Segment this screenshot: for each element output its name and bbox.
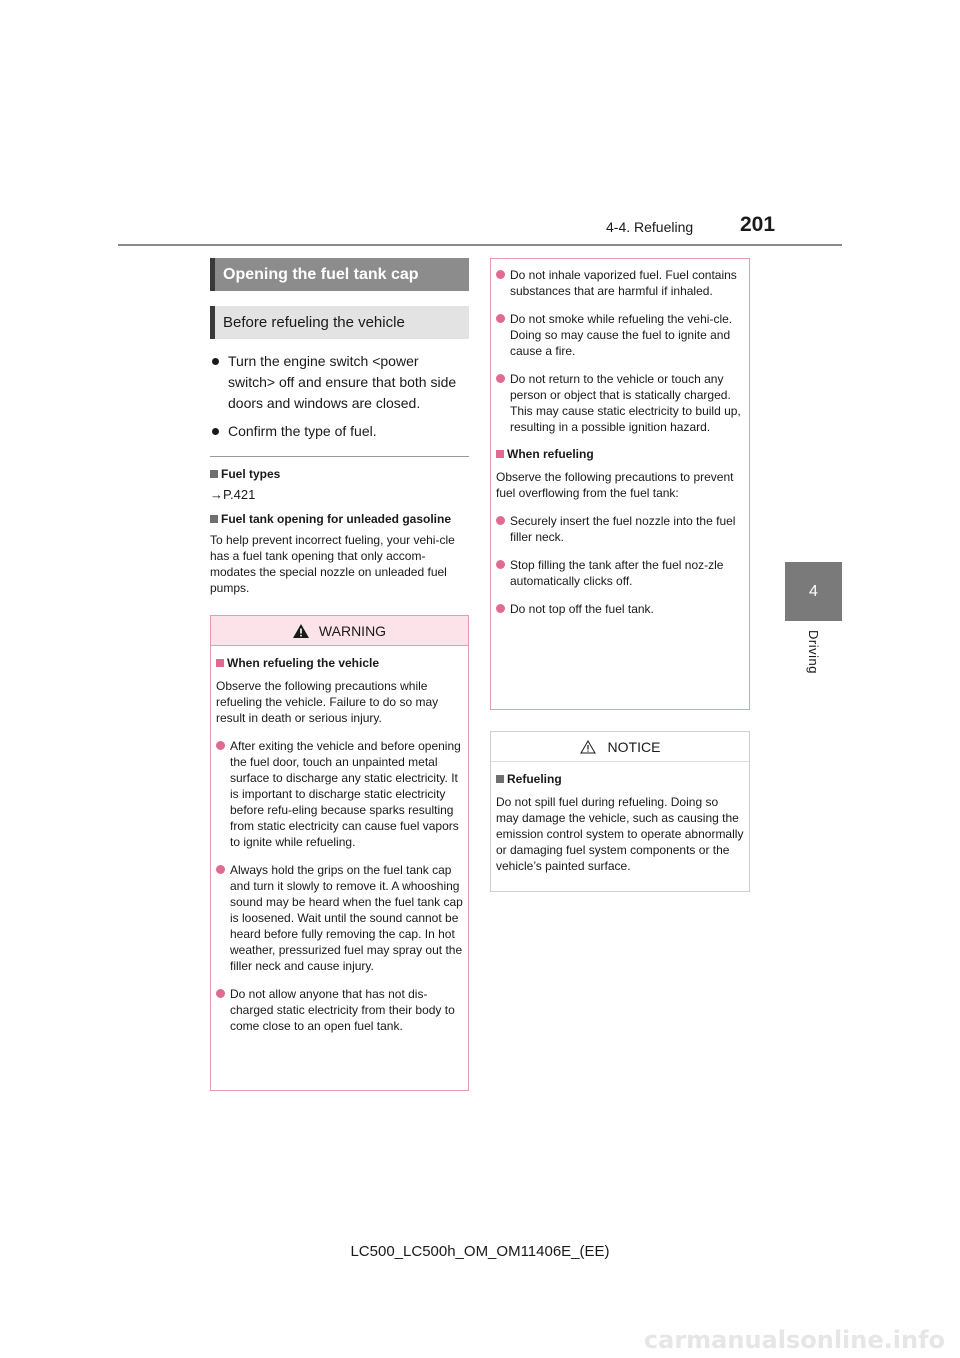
warning-continued-box — [490, 258, 750, 710]
warning-box — [210, 615, 469, 1091]
warning-item: Stop filling the tank after the fuel noz-zle automatically clicks off. — [496, 557, 744, 589]
fuel-opening-text: To help prevent incorrect fueling, your vehi-cle has a fuel tank opening that only accom-modates the special nozzle on unleaded fuel pumps. — [210, 533, 455, 595]
warning-item: Securely insert the fuel nozzle into the fuel filler neck. — [496, 513, 744, 545]
notice-triangle-icon — [580, 740, 596, 754]
section-title: Opening the fuel tank cap — [210, 258, 469, 291]
square-bullet-icon — [210, 515, 218, 523]
warning-heading: When refueling the vehicle — [216, 656, 463, 670]
when-refueling-intro: Observe the following precautions to prevent fuel overflowing from the fuel tank: — [496, 470, 734, 500]
warning-item: Do not top off the fuel tank. — [496, 601, 744, 617]
square-bullet-icon — [496, 775, 504, 783]
warning-item: Do not return to the vehicle or touch any person or object that is statically charged. This may cause static electricity to build up, resulting in a possible ignition hazard. — [496, 371, 744, 435]
warning-item: Do not inhale vaporized fuel. Fuel contains substances that are harmful if inhaled. — [496, 267, 744, 299]
square-bullet-icon — [216, 659, 224, 667]
notice-box — [490, 731, 750, 892]
divider — [210, 456, 469, 457]
list-item: Confirm the type of fuel. — [210, 421, 469, 442]
warning-item: Do not smoke while refueling the vehi-cle. Doing so may cause the fuel to ignite and cause a fire. — [496, 311, 744, 359]
warning-header — [211, 616, 468, 646]
fuel-types-heading: Fuel types — [210, 467, 469, 481]
notice-text: Do not spill fuel during refueling. Doing so may damage the vehicle, such as causing the emission control system to operate abnormally or damaging fuel system components or the vehicle’s painted surface. — [496, 795, 744, 873]
notice-header — [491, 732, 749, 762]
square-bullet-icon — [210, 470, 218, 478]
notice-heading: Refueling — [496, 772, 744, 786]
header-rule — [118, 244, 842, 246]
document-code: LC500_LC500h_OM_OM11406E_(EE) — [350, 1243, 610, 1260]
subsection-title: Before refueling the vehicle — [210, 306, 469, 339]
warning-triangle-icon — [293, 624, 309, 638]
left-column — [210, 258, 469, 596]
page-reference-link[interactable]: →P.421 — [210, 487, 256, 502]
square-bullet-icon — [496, 450, 504, 458]
warning-intro: Observe the following precautions while refueling the vehicle. Failure to do so may result in death or serious injury. — [216, 679, 439, 725]
notice-label: NOTICE — [607, 738, 661, 755]
instruction-list — [210, 351, 469, 442]
chapter-label: Driving — [806, 630, 821, 674]
warning-label: WARNING — [318, 622, 387, 639]
warning-item: After exiting the vehicle and before opening the fuel door, touch an unpainted metal surface to discharge any static electricity. It is important to discharge static electricity before refu-eling because sparks resulting from static electricity can cause fuel vapors to ignite while refueling. — [216, 738, 463, 850]
fuel-opening-heading: Fuel tank opening for unleaded gasoline — [210, 512, 469, 526]
section-label: 4-4. Refueling — [606, 219, 694, 235]
warning-item: Do not allow anyone that has not dis-charged static electricity from their body to come close to an open fuel tank. — [216, 986, 463, 1034]
warning-item: Always hold the grips on the fuel tank cap and turn it slowly to remove it. A whooshing sound may be heard when the fuel tank cap is loosened. Wait until the sound cannot be heard before fully removing the cap. In hot weather, pressurized fuel may spray out the filler neck and cause injury. — [216, 862, 463, 974]
when-refueling-heading: When refueling — [496, 447, 744, 461]
page-number: 201 — [740, 213, 776, 236]
list-item: Turn the engine switch <power switch> off and ensure that both side doors and windows are closed. — [210, 351, 469, 414]
chapter-tab: 4 — [785, 562, 842, 621]
watermark-text: carmanualsonline.info — [643, 1326, 945, 1354]
